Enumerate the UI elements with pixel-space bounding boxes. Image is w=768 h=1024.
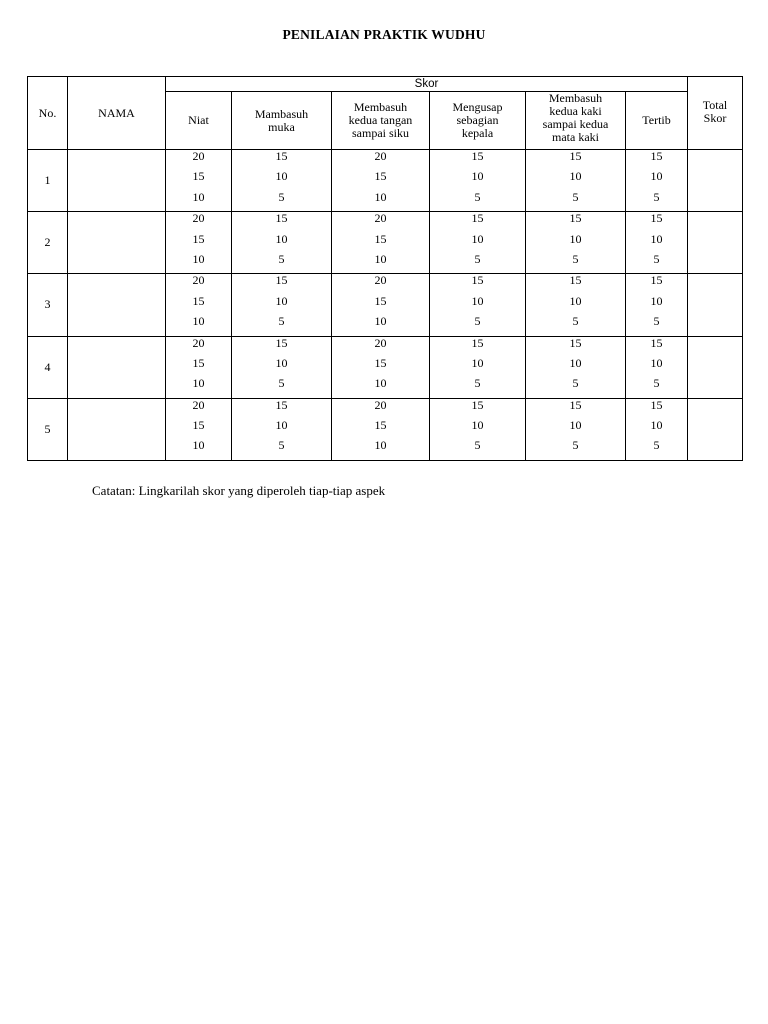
score-option: 5 xyxy=(232,377,332,398)
score-option: 15 xyxy=(232,150,332,171)
score-table-body xyxy=(28,150,743,461)
score-option: 20 xyxy=(332,274,430,295)
criteria-header-line: Membasuh xyxy=(353,100,408,114)
score-option: 5 xyxy=(430,191,526,212)
score-option: 5 xyxy=(626,253,688,274)
score-option: 10 xyxy=(526,295,626,315)
note-text: Catatan: Lingkarilah skor yang diperoleh tiap-tiap aspek xyxy=(92,483,386,498)
score-option: 20 xyxy=(332,212,430,233)
criteria-header-line: Tertib xyxy=(642,113,671,127)
criteria-header-line: sampai siku xyxy=(352,126,409,140)
score-option: 10 xyxy=(232,233,332,253)
score-option: 10 xyxy=(166,315,232,336)
student-number: 2 xyxy=(28,212,68,274)
header-nama: NAMA xyxy=(68,77,166,150)
score-option: 5 xyxy=(430,377,526,398)
score-option: 15 xyxy=(232,336,332,357)
student-number: 1 xyxy=(28,150,68,212)
criteria-header-line: sebagian xyxy=(456,113,499,127)
score-option: 15 xyxy=(526,150,626,171)
header-total-line1: Total xyxy=(702,98,728,112)
criteria-header-line: Niat xyxy=(188,113,209,127)
score-option: 15 xyxy=(166,233,232,253)
score-option: 10 xyxy=(526,170,626,190)
table-row xyxy=(28,212,743,233)
score-option: 15 xyxy=(332,233,430,253)
criteria-header-line: kedua tangan xyxy=(348,113,413,127)
score-option: 5 xyxy=(232,315,332,336)
student-name-cell xyxy=(68,336,166,398)
student-name-cell xyxy=(68,212,166,274)
score-option: 10 xyxy=(166,191,232,212)
score-option: 10 xyxy=(626,170,688,190)
score-option: 10 xyxy=(430,419,526,439)
total-score-cell xyxy=(688,398,743,460)
score-option: 20 xyxy=(332,398,430,419)
page-title: PENILAIAN PRAKTIK WUDHU xyxy=(282,27,486,42)
score-option: 5 xyxy=(430,315,526,336)
score-option: 15 xyxy=(430,150,526,171)
score-option: 5 xyxy=(232,191,332,212)
score-option: 5 xyxy=(626,439,688,460)
score-table xyxy=(27,76,743,461)
score-option: 10 xyxy=(430,170,526,190)
score-option: 15 xyxy=(526,212,626,233)
header-skor: Skor xyxy=(166,77,688,92)
criteria-header-line: kedua kaki xyxy=(549,104,602,118)
score-option: 10 xyxy=(526,233,626,253)
score-option: 20 xyxy=(166,150,232,171)
criteria-header-line: Mengusap xyxy=(452,100,503,114)
total-score-cell xyxy=(688,212,743,274)
total-score-cell xyxy=(688,336,743,398)
score-option: 5 xyxy=(526,253,626,274)
score-option: 20 xyxy=(166,398,232,419)
student-name-cell xyxy=(68,398,166,460)
score-option: 5 xyxy=(526,315,626,336)
table-row xyxy=(28,398,743,419)
score-option: 15 xyxy=(526,274,626,295)
score-option: 15 xyxy=(430,212,526,233)
score-option: 10 xyxy=(232,419,332,439)
score-option: 20 xyxy=(332,150,430,171)
criteria-header-line: Mambasuh xyxy=(254,106,309,121)
score-option: 10 xyxy=(332,439,430,460)
criteria-header-line: Membasuh xyxy=(548,91,603,105)
score-option: 15 xyxy=(332,295,430,315)
score-option: 10 xyxy=(526,419,626,439)
score-option: 15 xyxy=(626,274,688,295)
score-option: 10 xyxy=(232,295,332,315)
student-name-cell xyxy=(68,274,166,336)
score-option: 10 xyxy=(332,191,430,212)
score-option: 10 xyxy=(626,419,688,439)
table-row xyxy=(28,274,743,295)
score-option: 20 xyxy=(166,212,232,233)
score-option: 15 xyxy=(526,398,626,419)
header-total-skor xyxy=(688,77,743,150)
score-option: 15 xyxy=(626,336,688,357)
score-option: 5 xyxy=(526,439,626,460)
score-option: 5 xyxy=(232,439,332,460)
score-option: 15 xyxy=(430,398,526,419)
score-option: 15 xyxy=(332,357,430,377)
score-option: 5 xyxy=(430,253,526,274)
score-option: 20 xyxy=(166,336,232,357)
score-option: 5 xyxy=(526,377,626,398)
score-option: 5 xyxy=(626,315,688,336)
score-option: 10 xyxy=(430,295,526,315)
score-option: 5 xyxy=(626,191,688,212)
score-option: 15 xyxy=(626,398,688,419)
student-number: 5 xyxy=(28,398,68,460)
score-option: 10 xyxy=(166,377,232,398)
score-option: 10 xyxy=(232,357,332,377)
score-option: 5 xyxy=(626,377,688,398)
score-option: 10 xyxy=(332,315,430,336)
total-score-cell xyxy=(688,150,743,212)
table-row xyxy=(28,336,743,357)
header-no: No. xyxy=(28,77,68,150)
score-option: 10 xyxy=(626,295,688,315)
score-option: 15 xyxy=(166,295,232,315)
criteria-header-line: kepala xyxy=(461,126,494,140)
header-total-line2: Skor xyxy=(703,111,727,125)
criteria-header-line: muka xyxy=(268,119,295,134)
score-option: 15 xyxy=(166,170,232,190)
criteria-header xyxy=(232,92,332,150)
criteria-header xyxy=(626,92,688,150)
criteria-header-line: mata kaki xyxy=(552,130,599,144)
score-option: 15 xyxy=(626,150,688,171)
score-option: 10 xyxy=(626,233,688,253)
criteria-header xyxy=(332,92,430,150)
score-option: 15 xyxy=(166,419,232,439)
score-option: 15 xyxy=(166,357,232,377)
score-option: 15 xyxy=(232,398,332,419)
score-option: 5 xyxy=(430,439,526,460)
score-option: 10 xyxy=(626,357,688,377)
score-option: 15 xyxy=(430,274,526,295)
score-option: 10 xyxy=(526,357,626,377)
score-option: 15 xyxy=(626,212,688,233)
table-row xyxy=(28,150,743,171)
score-option: 20 xyxy=(166,274,232,295)
score-option: 10 xyxy=(332,377,430,398)
score-option: 10 xyxy=(332,253,430,274)
score-option: 5 xyxy=(232,253,332,274)
criteria-header xyxy=(430,92,526,150)
score-option: 10 xyxy=(430,233,526,253)
score-option: 10 xyxy=(232,170,332,190)
score-option: 15 xyxy=(232,274,332,295)
criteria-header xyxy=(526,92,626,150)
student-number: 3 xyxy=(28,274,68,336)
student-name-cell xyxy=(68,150,166,212)
criteria-header xyxy=(166,92,232,150)
total-score-cell xyxy=(688,274,743,336)
score-option: 10 xyxy=(166,253,232,274)
score-option: 15 xyxy=(526,336,626,357)
criteria-header-line: sampai kedua xyxy=(542,117,609,131)
student-number: 4 xyxy=(28,336,68,398)
score-option: 5 xyxy=(526,191,626,212)
score-option: 15 xyxy=(232,212,332,233)
score-option: 10 xyxy=(166,439,232,460)
score-option: 15 xyxy=(430,336,526,357)
score-option: 10 xyxy=(430,357,526,377)
score-option: 15 xyxy=(332,170,430,190)
score-option: 20 xyxy=(332,336,430,357)
score-option: 15 xyxy=(332,419,430,439)
